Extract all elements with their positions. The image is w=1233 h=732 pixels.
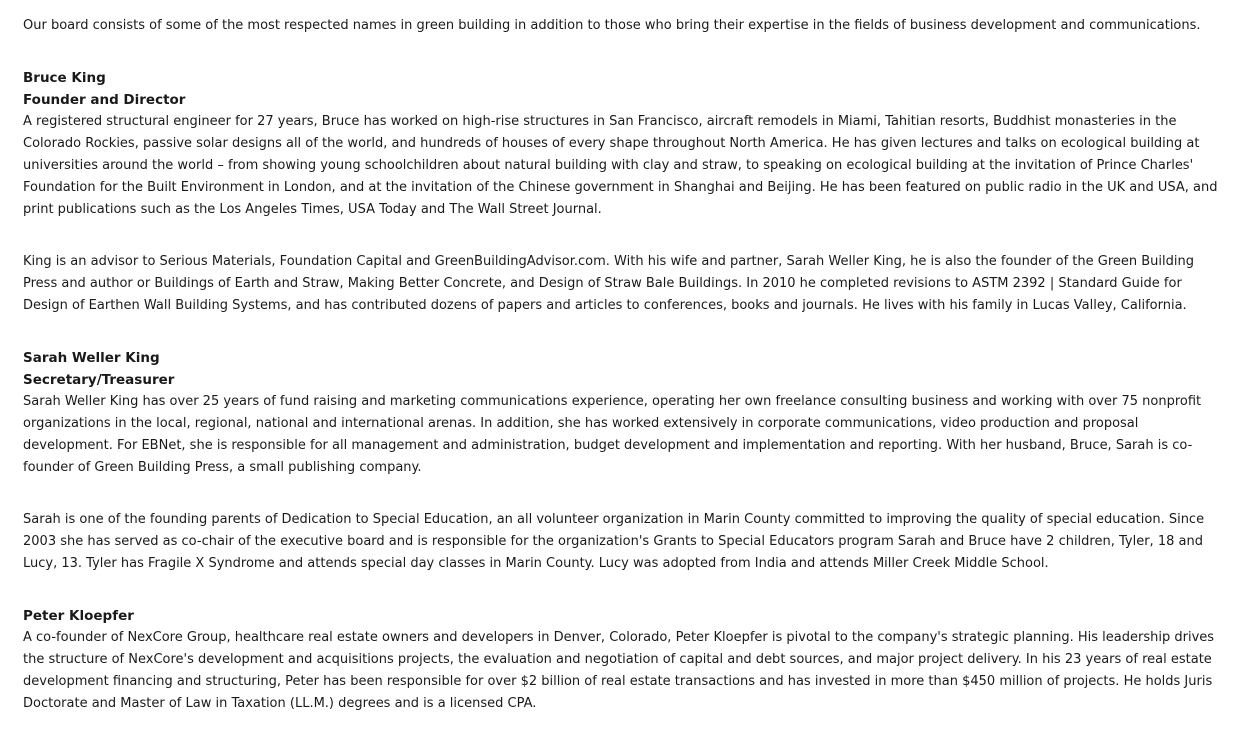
member-role: Founder and Director <box>23 92 186 108</box>
member-name: Peter Kloepfer <box>23 608 134 624</box>
member-name: Bruce King <box>23 70 106 86</box>
member-peter-kloepfer <box>23 605 1219 715</box>
member-bio-paragraph: Sarah is one of the founding parents of Dedication to Special Education, an all volunteer organization in Marin County committed to improving the quality of special education. Since 2003 she has served as co-chair of the executive board and is responsible for the organization's Grants to Special Educators program Sarah and Bruce have 2 children, Tyler, 18 and Lucy, 13. Tyler has Fragile X Syndrome and attends special day classes in Marin County. Lucy was adopted from India and attends Miller Creek Middle School. <box>23 512 1205 571</box>
member-role: Secretary/Treasurer <box>23 372 175 388</box>
member-bio-paragraph: King is an advisor to Serious Materials, Foundation Capital and GreenBuildingAdvisor.com. With his wife and partner, Sarah Weller King, he is also the founder of the Green Building Press and author or Buildings of Earth and Straw, Making Better Concrete, and Design of Straw Bale Buildings. In 2010 he completed revisions to ASTM 2392 | Standard Guide for Design of Earthen Wall Building Systems, and has contributed dozens of papers and articles to conferences, books and journals. He lives with his family in Lucas Valley, California. <box>23 254 1194 313</box>
board-content <box>23 15 1219 715</box>
member-bio-paragraph: Sarah Weller King has over 25 years of fund raising and marketing communications experience, operating her own freelance consulting business and working with over 75 nonprofit organizations in the local, regional, national and international arenas. In addition, she has worked extensively in corporate communications, video production and proposal development. For EBNet, she is responsible for all management and administration, budget development and implementation and reporting. With her husband, Bruce, Sarah is co-founder of Green Building Press, a small publishing company. <box>23 394 1202 475</box>
member-bruce-king <box>23 67 1219 317</box>
member-bio-paragraph: A registered structural engineer for 27 years, Bruce has worked on high-rise structures in San Francisco, aircraft remodels in Miami, Tahitian resorts, Buddhist monasteries in the Colorado Rockies, passive solar designs all of the world, and hundreds of houses of every shape throughout North America. He has given lectures and talks on ecological building at universities around the world – from showing young schoolchildren about natural building with clay and straw, to speaking on ecological building at the invitation of Prince Charles' Foundation for the Built Environment in London, and at the invitation of the Chinese government in Shanghai and Beijing. He has been featured on public radio in the UK and USA, and print publications such as the Los Angeles Times, USA Today and The Wall Street Journal. <box>23 114 1218 217</box>
member-name: Sarah Weller King <box>23 350 160 366</box>
member-bio-paragraph: A co-founder of NexCore Group, healthcare real estate owners and developers in Denver, Colorado, Peter Kloepfer is pivotal to the company's strategic planning. His leadership drives the structure of NexCore's development and acquisitions projects, the evaluation and negotiation of capital and debt sources, and major project delivery. In his 23 years of real estate development financing and structuring, Peter has been responsible for over $2 billion of real estate transactions and has invested in more than $450 million of projects. He holds Juris Doctorate and Master of Law in Taxation (LL.M.) degrees and is a licensed CPA. <box>23 630 1215 711</box>
intro-text: Our board consists of some of the most respected names in green building in addition to those who bring their expertise in the fields of business development and communications. <box>23 18 1201 33</box>
member-sarah-weller-king <box>23 347 1219 575</box>
